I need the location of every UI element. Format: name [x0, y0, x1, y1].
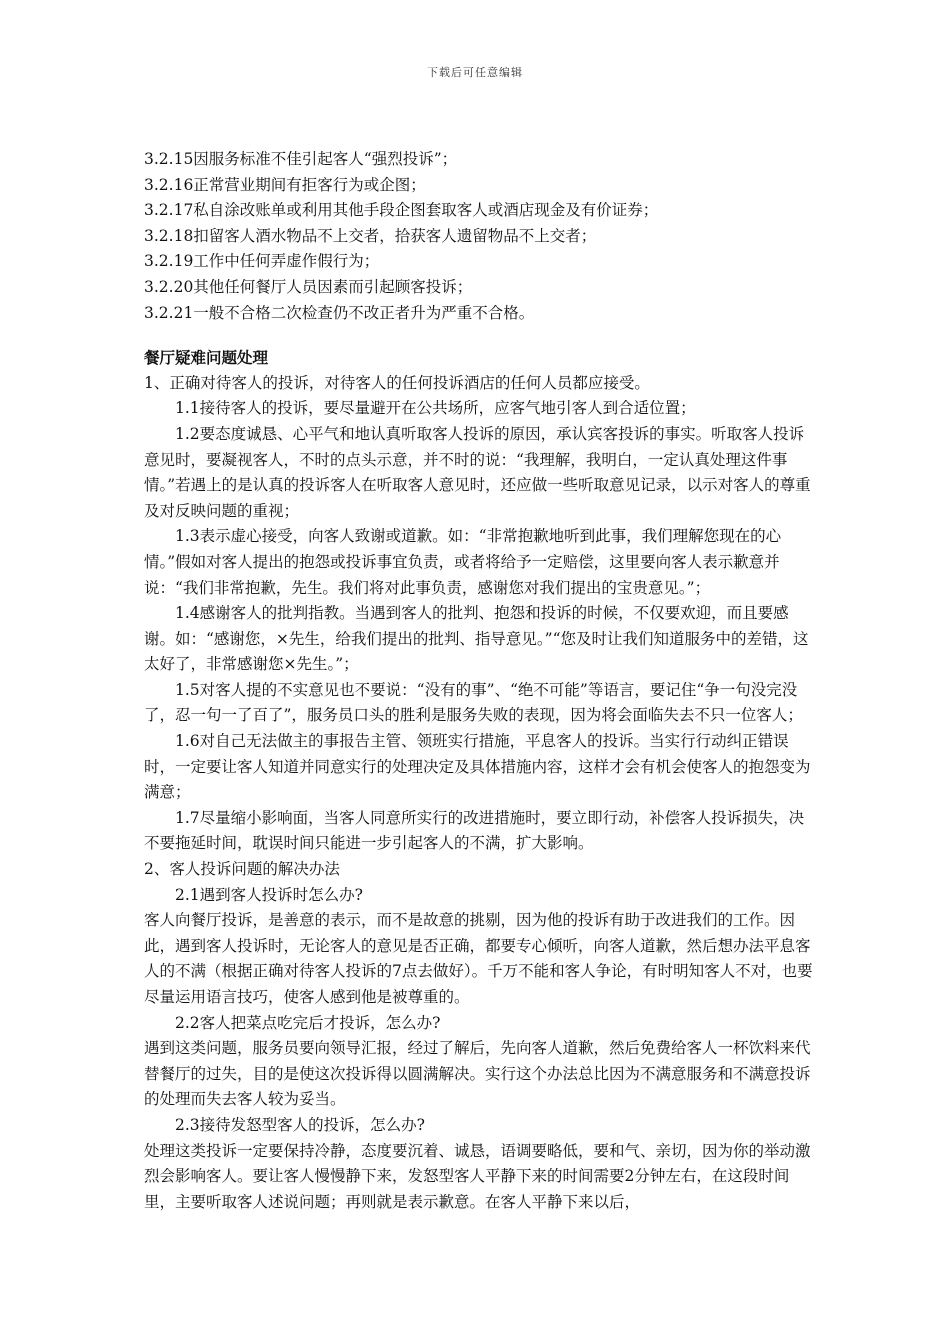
paragraph: 2.2客人把菜点吃完后才投诉，怎么办?: [175, 1013, 441, 1032]
paragraph: 2.3接待发怒型客人的投诉，怎么办?: [175, 1115, 425, 1134]
document-body: [144, 147, 816, 1215]
list-item: 3.2.21一般不合格二次检查仍不改正者升为严重不合格。: [144, 303, 535, 322]
list-item: 3.2.15因服务标准不佳引起客人“强烈投诉”；: [144, 150, 458, 168]
list-item: 3.2.18扣留客人酒水物品不上交者，拾获客人遗留物品不上交者；: [144, 226, 597, 245]
section-title: 餐厅疑难问题处理: [144, 348, 269, 368]
list-item: 3.2.20其他任何餐厅人员因素而引起顾客投诉；: [144, 277, 473, 296]
paragraph: 1.3表示虚心接受，向客人致谢或道歉。如：“非常抱歉地听到此事，我们理解您现在的心情。”假如对客人提出的抱怨或投诉事宜负责，或者将给予一定赔偿，这里要向客人表示歉意并说：“我们非常抱歉，先生。我们将对此事负责，感谢您对我们提出的宝贵意见。”；: [144, 527, 782, 597]
paragraph: 1.4感谢客人的批判指教。当遇到客人的批判、抱怨和投诉的时候，不仅要欢迎，而且要感谢。如：“感谢您，×先生，给我们提出的批判、指导意见。”“您及时让我们知道服务中的差错，这太好了，非常感谢您×先生。”；: [144, 604, 809, 674]
list-item: 3.2.16正常营业期间有拒客行为或企图；: [144, 175, 426, 194]
paragraph: 1.1接待客人的投诉，要尽量避开在公共场所，应客气地引客人到合适位置；: [175, 399, 696, 418]
paragraph: 客人向餐厅投诉，是善意的表示，而不是故意的挑剔，因为他的投诉有助于改进我们的工作。因此，遇到客人投诉时，无论客人的意见是否正确，都要专心倾听，向客人道歉，然后想办法平息客人的不满（根据正确对待客人投诉的7点去做好）。千万不能和客人争论，有时明知客人不对，也要尽量运用语言技巧，使客人感到他是被尊重的。: [144, 911, 813, 1006]
paragraph: 遇到这类问题，服务员要向领导汇报，经过了解后，先向客人道歉，然后免费给客人一杯饮料来代替餐厅的过失，目的是使这次投诉得以圆满解决。实行这个办法总比因为不满意服务和不满意投诉的处理而失去客人较为妥当。: [144, 1039, 811, 1109]
paragraph: 2.1遇到客人投诉时怎么办?: [175, 885, 363, 904]
paragraph: 1.6对自己无法做主的事报告主管、领班实行措施，平息客人的投诉。当实行行动纠正错误时，一定要让客人知道并同意实行的处理决定及具体措施内容，这样才会有机会使客人的抱怨变为满意；: [144, 732, 811, 802]
page-header: 下载后可任意编辑: [427, 66, 523, 79]
list-item: 3.2.19工作中任何弄虚作假行为；: [144, 252, 380, 271]
paragraph: 1、正确对待客人的投诉，对待客人的任何投诉酒店的任何人员都应接受。: [144, 373, 650, 392]
paragraph: 处理这类投诉一定要保持冷静，态度要沉着、诚恳，语调要略低，要和气、亲切，因为你的举动激烈会影响客人。要让客人慢慢静下来，发怒型客人平静下来的时间需要2分钟左右，在这段时间里，主要听取客人述说问题；再则就是表示歉意。在客人平静下来以后，: [144, 1141, 811, 1211]
paragraph: 1.7尽量缩小影响面，当客人同意所实行的改进措施时，要立即行动，补偿客人投诉损失，决不要拖延时间，耽误时间只能进一步引起客人的不满，扩大影响。: [144, 808, 805, 853]
paragraph: 1.5对客人提的不实意见也不要说：“没有的事”、“绝不可能”等语言，要记住“争一句没完没了，忍一句一了百了”，服务员口头的胜利是服务失败的表现，因为将会面临失去不只一位客人；: [144, 680, 803, 725]
paragraph: 1.2要态度诚恳、心平气和地认真听取客人投诉的原因，承认宾客投诉的事实。听取客人投诉意见时，要凝视客人，不时的点头示意，并不时的说：“我理解，我明白，一定认真处理这件事情。”若遇上的是认真的投诉客人在听取客人意见时，还应做一些听取意见记录，以示对客人的尊重及对反映问题的重视；: [144, 424, 811, 520]
list-item: 3.2.17私自涂改账单或利用其他手段企图套取客人或酒店现金及有价证券；: [144, 201, 659, 220]
paragraph: 2、客人投诉问题的解决办法: [144, 860, 340, 879]
